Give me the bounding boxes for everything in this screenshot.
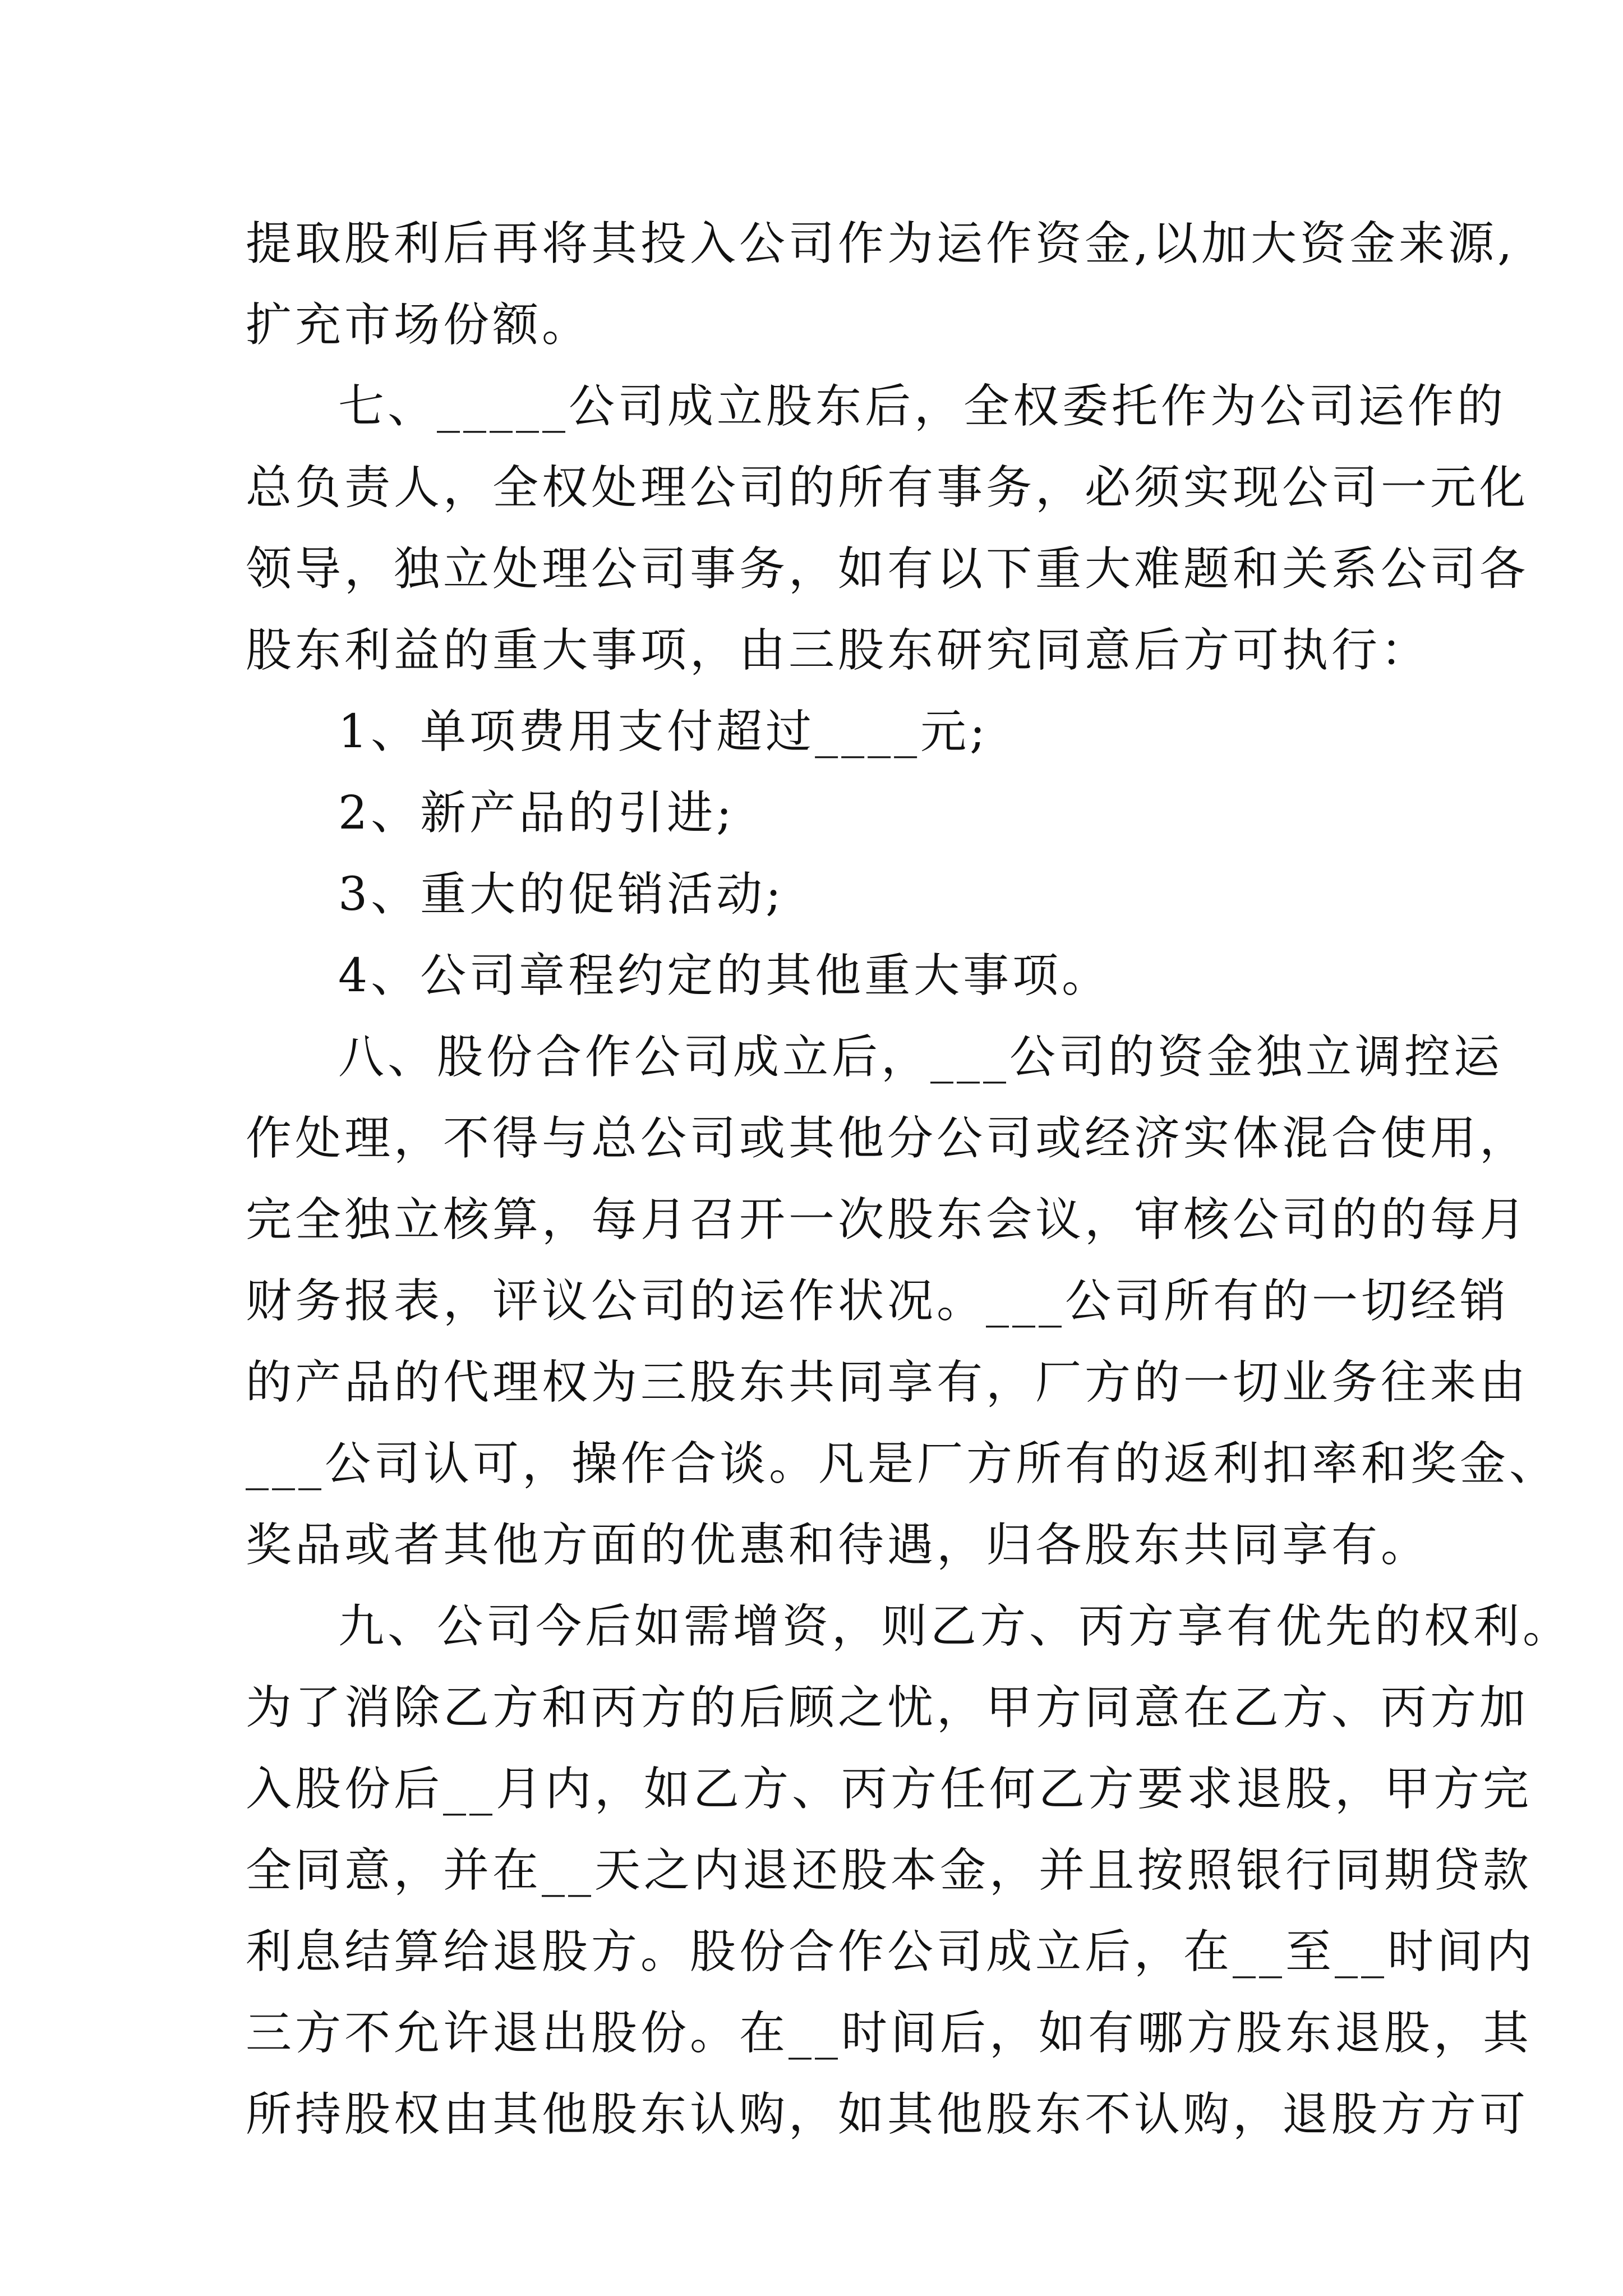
text-line-20: 入股份后__月内，如乙方、丙方任何乙方要求退股，甲方完	[246, 1763, 1533, 1816]
text-line-15: 的产品的代理权为三股东共同享有，厂方的一切业务往来由	[246, 1356, 1529, 1409]
text-line-3: 七、_____公司成立股东后，全权委托作为公司运作的	[338, 380, 1507, 433]
text-line-18: 九、公司今后如需增资，则乙方、丙方享有优先的权利。	[338, 1600, 1573, 1653]
text-line-11: 八、股份合作公司成立后，___公司的资金独立调控运	[338, 1030, 1504, 1084]
text-line-9: 3、重大的促销活动;	[338, 868, 785, 921]
text-line-14: 财务报表，评议公司的运作状况。___公司所有的一切经销	[246, 1274, 1510, 1328]
text-line-22: 利息结算给退股方。股份合作公司成立后，在__至__时间内	[246, 1925, 1536, 1978]
text-line-7: 1、单项费用支付超过____元;	[338, 705, 989, 758]
text-line-23: 三方不允许退出股份。在__时间后，如有哪方股东退股，其	[246, 2007, 1533, 2060]
text-line-8: 2、新产品的引进;	[338, 786, 735, 840]
text-line-1: 提取股利后再将其投入公司作为运作资金,以加大资金来源,	[246, 217, 1516, 270]
text-line-10: 4、公司章程约定的其他重大事项。	[338, 949, 1112, 1002]
document-body	[246, 203, 1573, 2155]
text-line-5: 领导，独立处理公司事务，如有以下重大难题和关系公司各	[246, 542, 1529, 596]
text-line-19: 为了消除乙方和丙方的后顾之忧，甲方同意在乙方、丙方加	[246, 1681, 1529, 1734]
text-line-12: 作处理，不得与总公司或其他分公司或经济实体混合使用，	[246, 1112, 1529, 1165]
text-line-16: ___公司认可，操作合谈。凡是厂方所有的返利扣率和奖金、	[246, 1437, 1559, 1490]
text-line-17: 奖品或者其他方面的优惠和待遇，归各股东共同享有。	[246, 1519, 1431, 1572]
text-line-4: 总负责人，全权处理公司的所有事务，必须实现公司一元化	[246, 461, 1529, 514]
text-line-13: 完全独立核算，每月召开一次股东会议，审核公司的的每月	[246, 1193, 1529, 1246]
text-line-21: 全同意，并在__天之内退还股本金，并且按照银行同期贷款	[246, 1844, 1533, 1897]
text-line-2: 扩充市场份额。	[246, 298, 592, 352]
text-line-24: 所持股权由其他股东认购，如其他股东不认购，退股方方可	[246, 2088, 1529, 2141]
text-line-6: 股东利益的重大事项，由三股东研究同意后方可执行：	[246, 624, 1431, 677]
